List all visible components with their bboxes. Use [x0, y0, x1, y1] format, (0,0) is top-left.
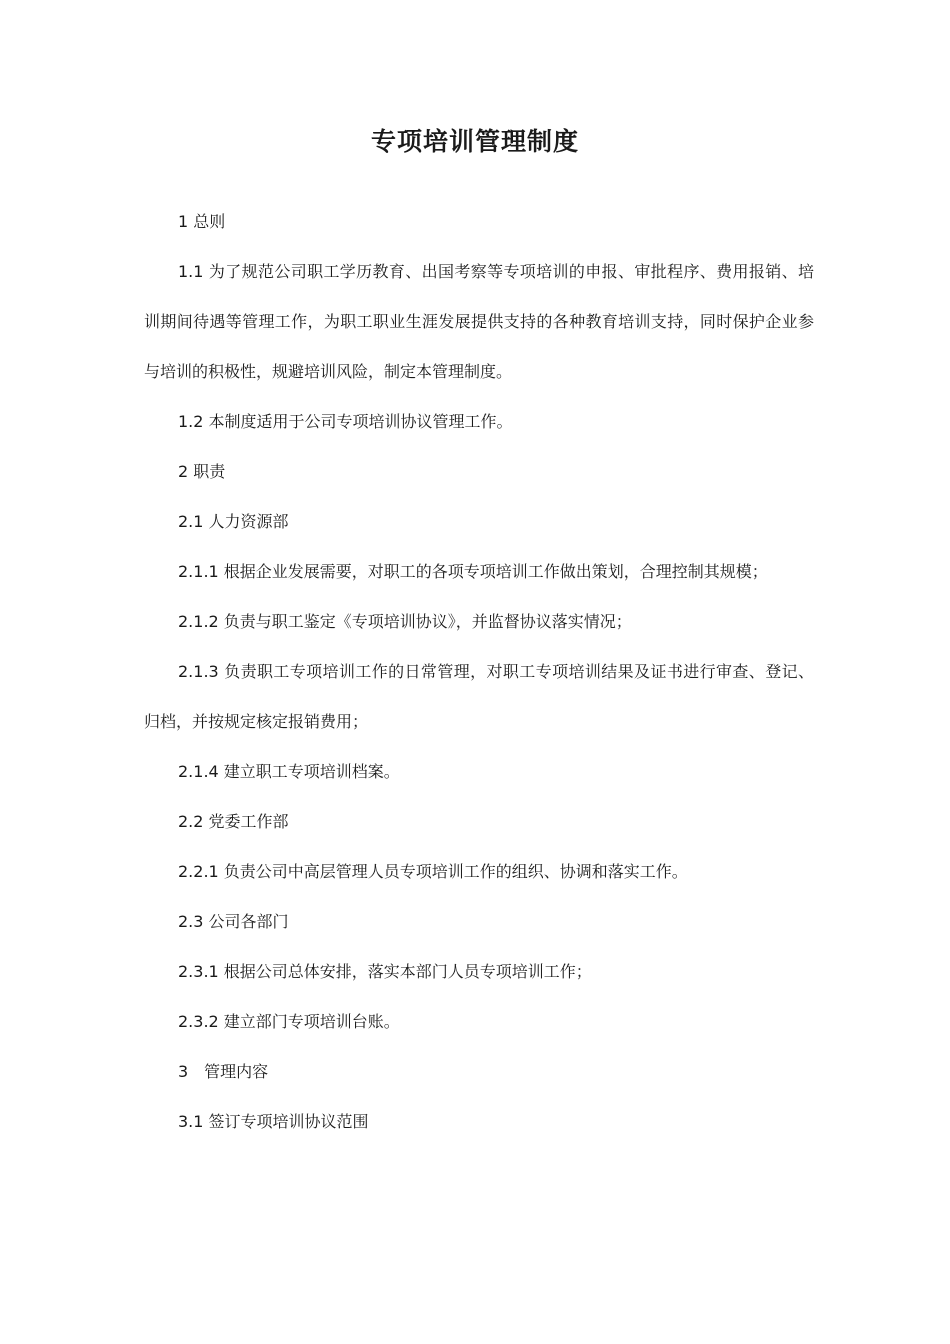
- clause-2-1-2: 2.1.2 负责与职工鉴定《专项培训协议》，并监督协议落实情况；: [178, 612, 632, 631]
- clause-2-2-1: 2.2.1 负责公司中高层管理人员专项培训工作的组织、协调和落实工作。: [178, 862, 688, 881]
- clause-1-2: 1.2 本制度适用于公司专项培训协议管理工作。: [178, 412, 513, 431]
- clause-2-2: 2.2 党委工作部: [178, 812, 289, 831]
- heading-duties: 2 职责: [178, 462, 226, 481]
- document-title: 专项培训管理制度: [370, 127, 579, 156]
- document-body: [144, 197, 814, 1147]
- clause-2-3-1: 2.3.1 根据公司总体安排，落实本部门人员专项培训工作；: [178, 962, 592, 981]
- heading-management-content: 3 管理内容: [178, 1062, 269, 1081]
- clause-2-1-3: 2.1.3 负责职工专项培训工作的日常管理，对职工专项培训结果及证书进行审查、登记、归档，并按规定核定报销费用；: [144, 662, 814, 731]
- clause-3-1: 3.1 签订专项培训协议范围: [178, 1112, 369, 1131]
- heading-general: 1 总则: [178, 212, 226, 231]
- clause-1-1: 1.1 为了规范公司职工学历教育、出国考察等专项培训的申报、审批程序、费用报销、培训期间待遇等管理工作，为职工职业生涯发展提供支持的各种教育培训支持，同时保护企业参与培训的积极性，规避培训风险，制定本管理制度。: [144, 262, 814, 381]
- clause-2-3: 2.3 公司各部门: [178, 912, 289, 931]
- clause-2-1-4: 2.1.4 建立职工专项培训档案。: [178, 762, 400, 781]
- clause-2-1-1: 2.1.1 根据企业发展需要，对职工的各项专项培训工作做出策划，合理控制其规模；: [178, 562, 768, 581]
- clause-2-3-2: 2.3.2 建立部门专项培训台账。: [178, 1012, 400, 1031]
- clause-2-1: 2.1 人力资源部: [178, 512, 289, 531]
